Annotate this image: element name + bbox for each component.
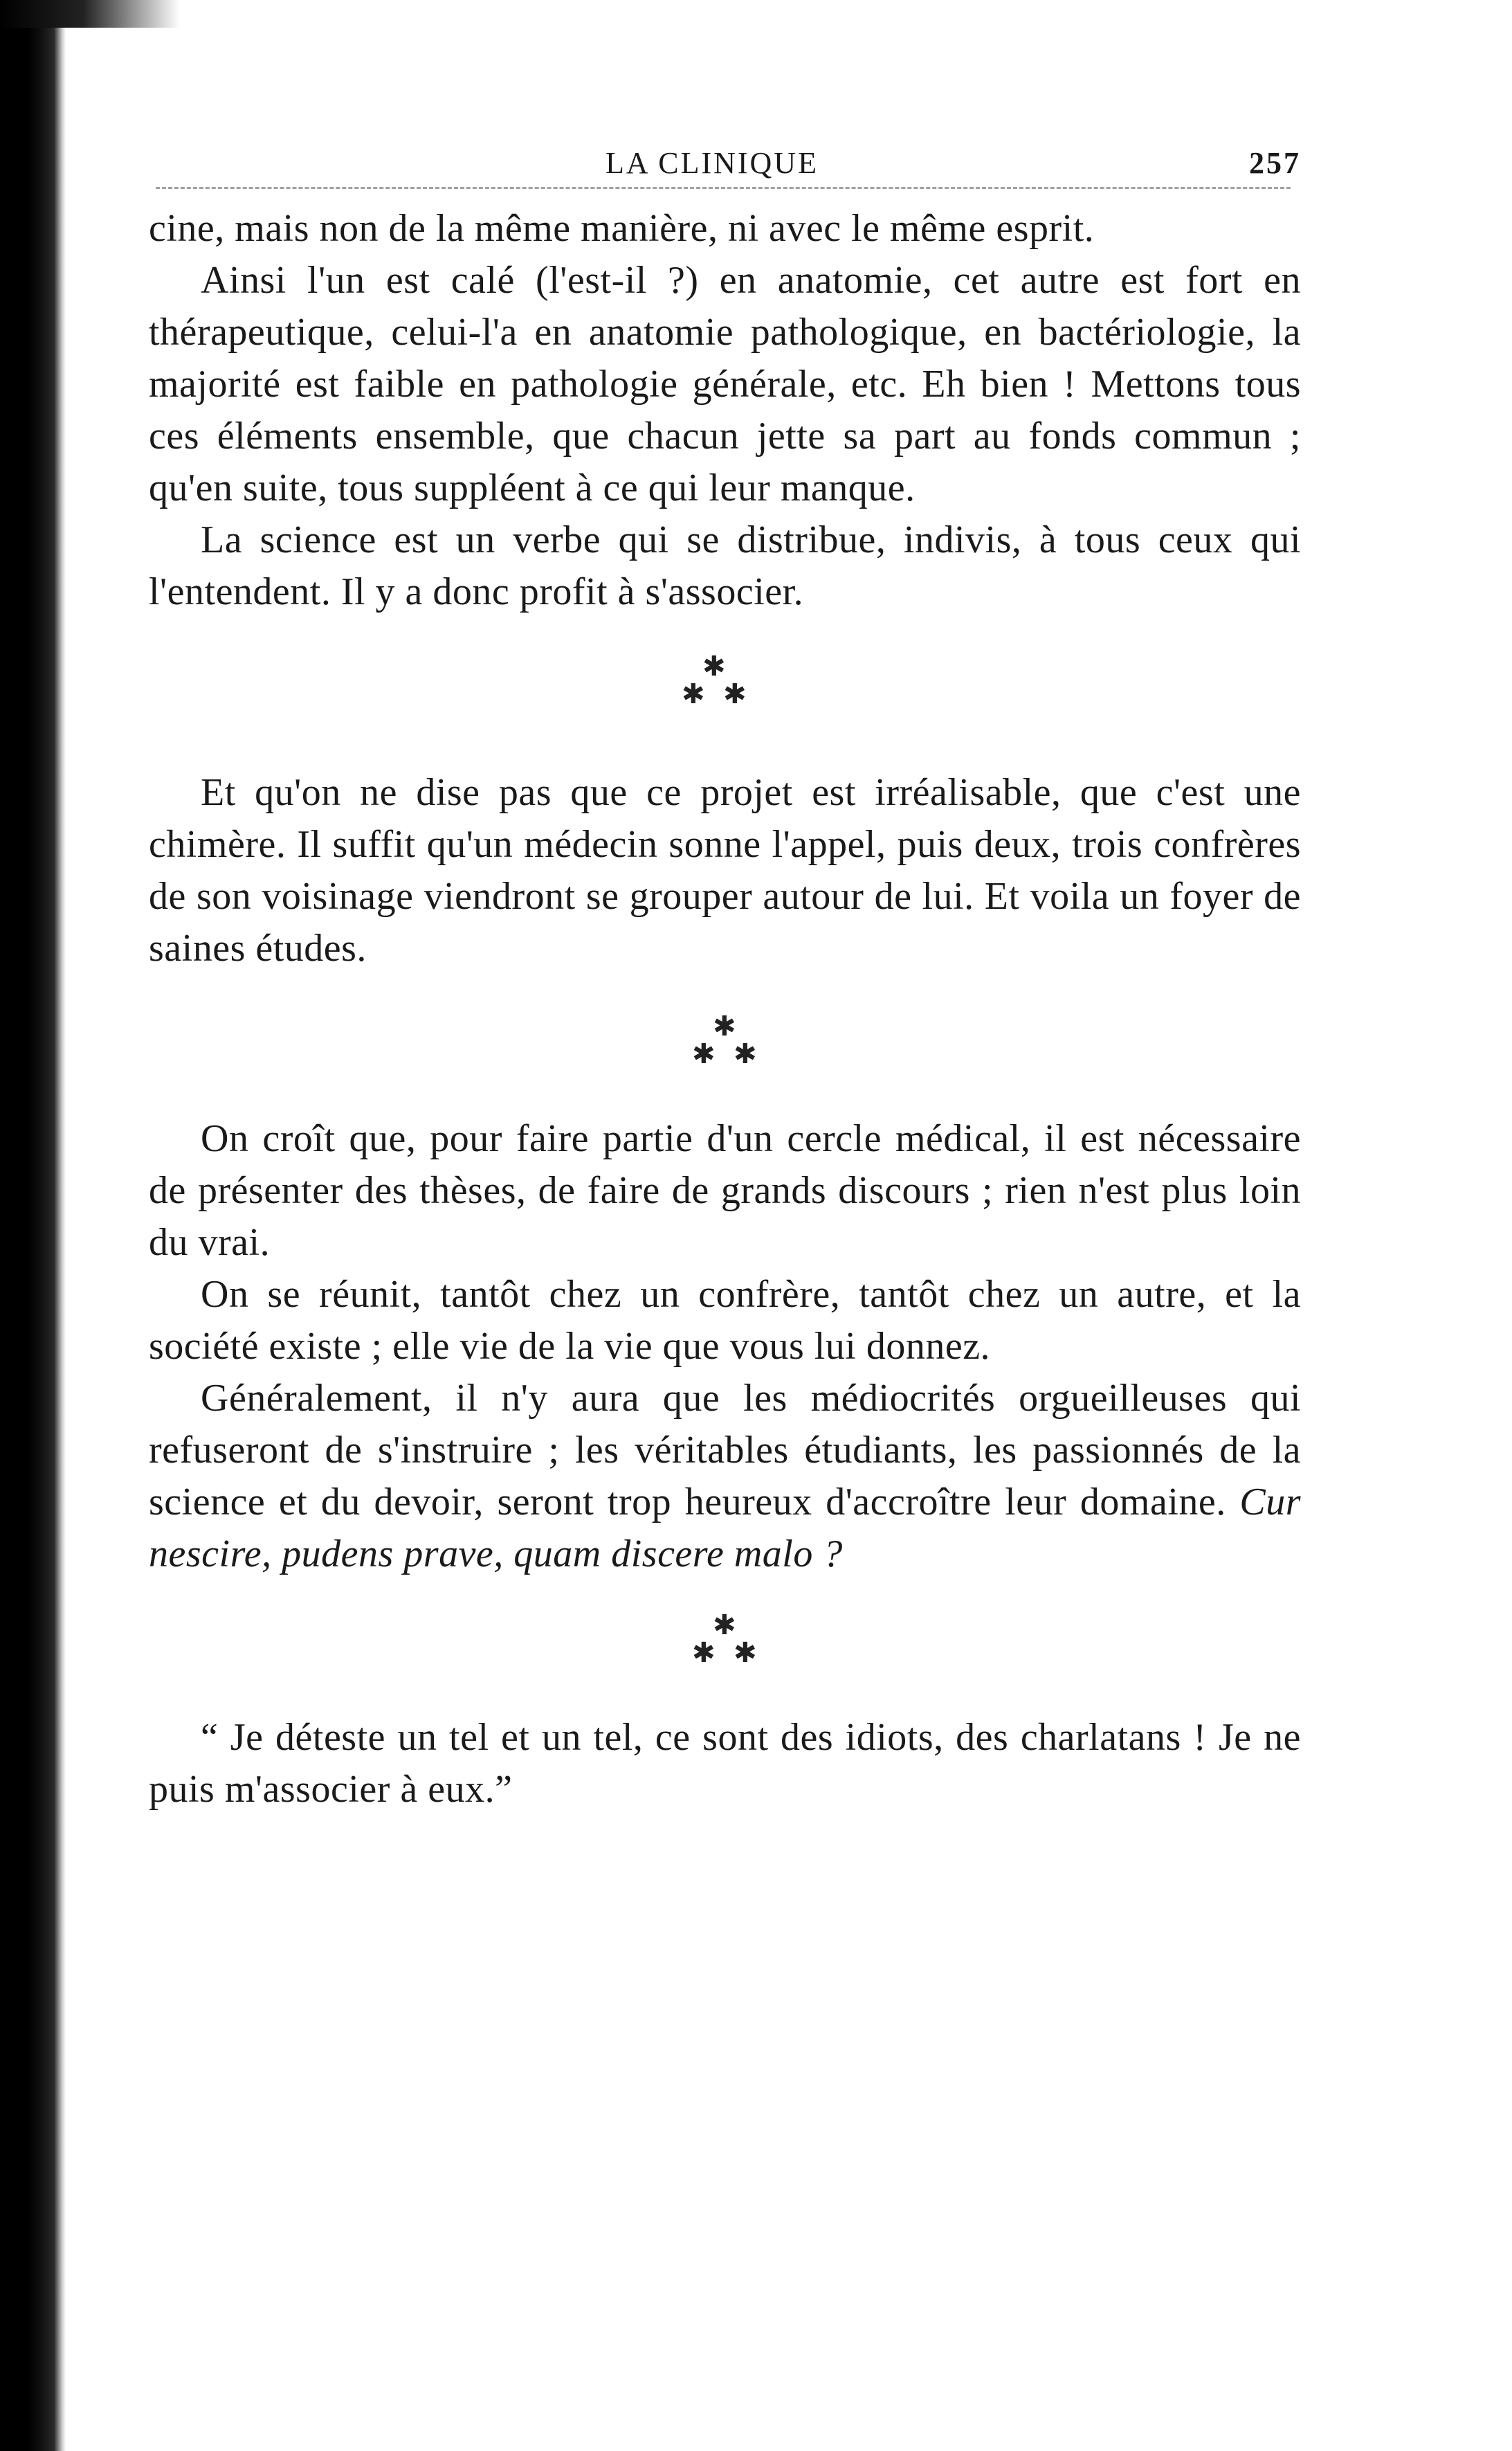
asterism-star: ✱ xyxy=(734,1038,758,1070)
header-rule xyxy=(156,187,1291,189)
asterism-separator xyxy=(149,618,1301,767)
asterism-star: ✱ xyxy=(682,678,706,710)
binding-edge xyxy=(0,0,66,2451)
paragraph-text: Généralement, il n'y aura que les médiocrités orgueilleuses qui refuseront de s'instruire ; les véritables étudiants, les passionnés de la science et du devoir, seront trop heureux d'accroître leur domaine. xyxy=(149,1377,1301,1523)
asterism-star: ✱ xyxy=(713,1011,737,1042)
paragraph: Ainsi l'un est calé (l'est-il ?) en anatomie, cet autre est fort en thérapeutique, celui-l'a en anatomie pathologique, en bactériologie, la majorité est faible en pathologie générale, etc. Eh bien ! Mettons tous ces éléments ensemble, que chacun jette sa part au fonds commun ; qu'en suite, tous suppléent à ce qui leur manque. xyxy=(149,259,1301,509)
paragraph: On croît que, pour faire partie d'un cercle médical, il est nécessaire de présenter des thèses, de faire de grands discours ; rien n'est plus loin du vrai. xyxy=(149,1117,1301,1264)
asterism-star: ✱ xyxy=(692,1038,716,1070)
asterism-star: ✱ xyxy=(734,1637,758,1669)
paragraph xyxy=(149,1373,1301,1580)
paragraph: On se réunit, tantôt chez un confrère, tantôt chez un autre, et la société existe ; elle vie de la vie que vous lui donnez. xyxy=(149,1273,1301,1368)
paragraph: La science est un verbe qui se distribue, indivis, à tous ceux qui l'entendent. Il y a donc profit à s'associer. xyxy=(149,518,1301,613)
body-text xyxy=(149,203,1301,1816)
page-number: 257 xyxy=(1249,146,1301,180)
asterism-star: ✱ xyxy=(713,1609,737,1641)
running-head xyxy=(149,132,1301,187)
paragraph-continuation: cine, mais non de la même manière, ni avec le même esprit. xyxy=(149,207,1095,250)
asterism-separator xyxy=(149,1580,1301,1712)
binding-shadow xyxy=(0,0,180,28)
paragraph: Et qu'on ne dise pas que ce projet est irréalisable, que c'est une chimère. Il suffit qu'un médecin sonne l'appel, puis deux, trois confrères de son voisinage viendront se grouper autour de lui. Et voila un foyer de saines études. xyxy=(149,771,1301,970)
running-title: LA CLINIQUE xyxy=(605,146,819,180)
asterism-star: ✱ xyxy=(723,678,747,710)
paragraph-quote: “ Je déteste un tel et un tel, ce sont des idiots, des charlatans ! Je ne puis m'associer à eux.” xyxy=(149,1716,1301,1811)
asterism-star: ✱ xyxy=(702,651,727,682)
latin-quotation: Cur nescire, pudens prave, quam discere malo ? xyxy=(149,1481,1301,1575)
book-page xyxy=(149,132,1301,1816)
asterism-star: ✱ xyxy=(692,1637,716,1669)
asterism-separator xyxy=(149,975,1301,1113)
